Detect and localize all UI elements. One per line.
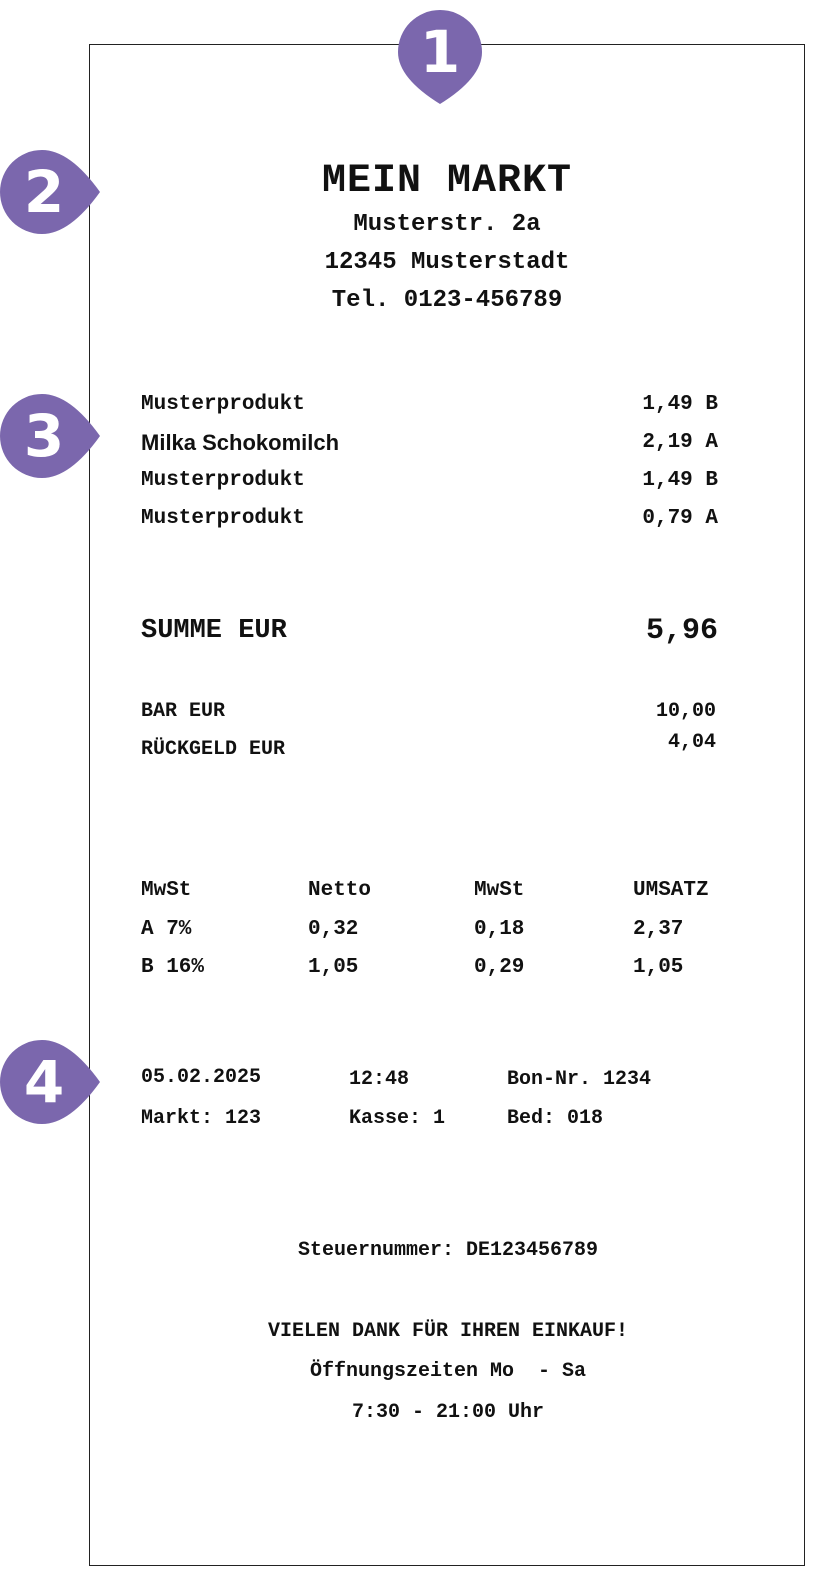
badge-number: 1 [419, 18, 461, 86]
tax-number: Steuernummer: DE123456789 [297, 1239, 599, 1262]
item-name: Musterprodukt [141, 507, 305, 530]
tax-cell: 1,05 [633, 956, 684, 979]
opening-hours: 7:30 - 21:00 Uhr [351, 1401, 545, 1424]
badge-number: 2 [23, 158, 65, 226]
item-name: Milka Schokomilch [141, 430, 340, 455]
receipt-time: 12:48 [349, 1068, 410, 1091]
badge-number: 4 [23, 1048, 65, 1116]
change-label: RÜCKGELD EUR [141, 738, 286, 761]
store-phone: Tel. 0123-456789 [331, 287, 563, 314]
receipt-date: 05.02.2025 [141, 1066, 262, 1089]
tax-cell: 0,32 [308, 918, 359, 941]
store-name: MEIN MARKT [321, 159, 573, 204]
store-city: 12345 Musterstadt [324, 249, 570, 276]
receipt [89, 44, 805, 1566]
cash-label: BAR EUR [141, 700, 226, 723]
item-price: 2,19 A [642, 431, 718, 454]
total-label: SUMME EUR [141, 616, 287, 646]
operator-number: Bed: 018 [507, 1107, 604, 1130]
tax-cell: 1,05 [308, 956, 359, 979]
item-price: 1,49 B [642, 393, 718, 416]
tax-header: MwSt [474, 879, 525, 902]
item-price: 0,79 A [642, 507, 718, 530]
item-price: 1,49 B [642, 469, 718, 492]
total-value: 5,96 [645, 614, 718, 648]
marker-badge-1 [396, 8, 484, 96]
badge-number: 3 [23, 402, 65, 470]
thank-you-message: VIELEN DANK FÜR IHREN EINKAUF! [267, 1320, 629, 1343]
opening-hours-label: Öffnungszeiten Mo - Sa [309, 1360, 587, 1383]
tax-cell: 2,37 [633, 918, 684, 941]
change-value: 4,04 [667, 731, 716, 754]
marker-badge-4 [0, 1038, 88, 1126]
tax-header: MwSt [141, 879, 192, 902]
tax-cell: A 7% [141, 918, 192, 941]
item-name: Musterprodukt [141, 469, 305, 492]
tax-cell: 0,29 [474, 956, 525, 979]
market-number: Markt: 123 [141, 1107, 262, 1130]
register-number: Kasse: 1 [349, 1107, 446, 1130]
tax-cell: B 16% [141, 956, 205, 979]
tax-header: Netto [308, 879, 372, 902]
item-name: Musterprodukt [141, 393, 305, 416]
cash-value: 10,00 [655, 700, 716, 723]
marker-badge-2 [0, 148, 88, 236]
store-street: Musterstr. 2a [353, 211, 541, 238]
receipt-bon-number: Bon-Nr. 1234 [507, 1068, 652, 1091]
tax-cell: 0,18 [474, 918, 525, 941]
tax-header: UMSATZ [633, 879, 709, 902]
marker-badge-3 [0, 392, 88, 480]
